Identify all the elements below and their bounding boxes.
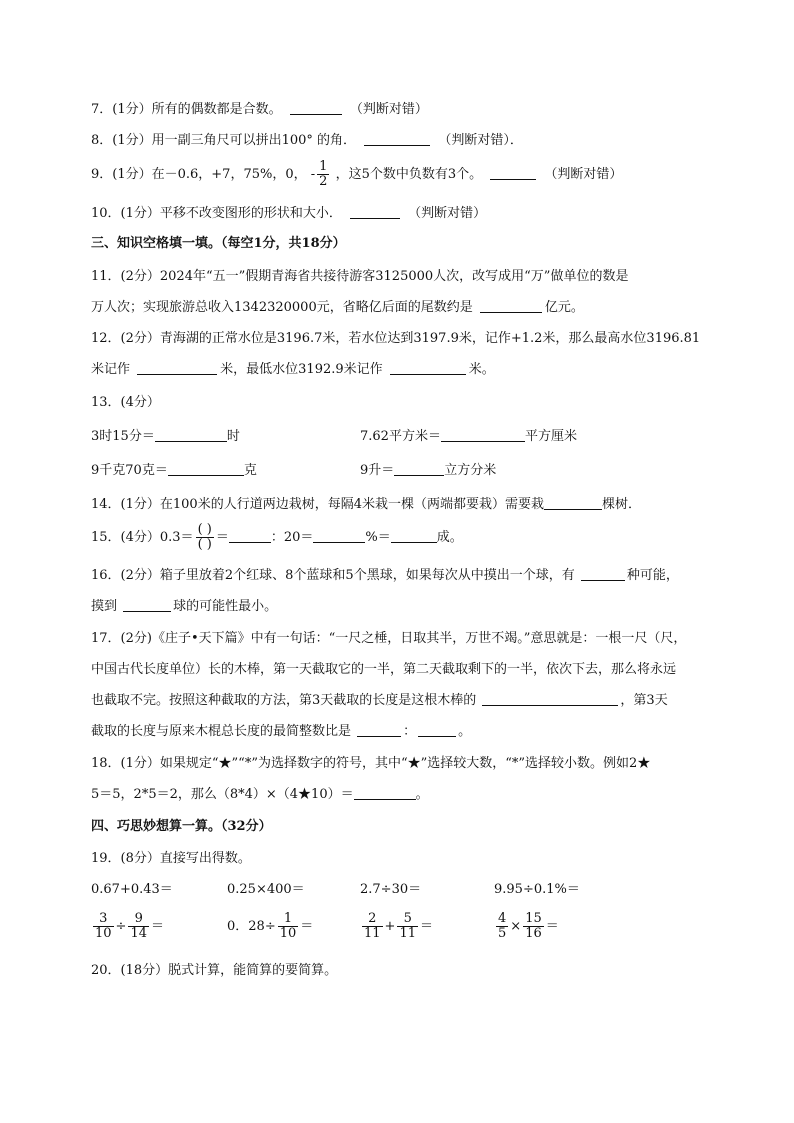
q13-c-text: 9千克70克＝	[91, 463, 168, 478]
calc-item-7	[360, 912, 433, 941]
q13-item-a	[91, 428, 240, 446]
q13-d-text: 9升＝	[360, 463, 395, 478]
question-11-line2	[91, 299, 584, 317]
calc-item-1: 0.67+0.43＝	[91, 882, 173, 897]
ratio-text: ：20＝	[270, 530, 314, 545]
question-8-text: 8．(1分）用一副三角尺可以拼出100° 的角．	[91, 133, 357, 148]
calc-item-3: 2.7÷30＝	[360, 882, 422, 897]
answer-blank[interactable]	[480, 299, 542, 313]
q17-end: 。	[458, 724, 472, 739]
denominator: 5	[498, 926, 507, 941]
fraction	[523, 912, 544, 941]
question-9-text-2: ，这5个数中负数有3个。	[335, 167, 483, 182]
q13-a-unit: 时	[226, 429, 240, 444]
q18-end: 。	[415, 787, 429, 802]
answer-blank[interactable]	[364, 132, 430, 146]
judge-hint: （判断对错）．	[438, 133, 523, 148]
q17-text: 也截取不完。按照这种截取的方法，第3天截取的长度是这根木棒的	[91, 693, 477, 708]
calc-item-6	[227, 912, 313, 941]
judge-hint: （判断对错）	[349, 102, 428, 117]
calc-item-2: 0.25×400＝	[227, 882, 305, 897]
equals: ＝	[545, 919, 559, 934]
question-9-text: 9．(1分）在－0.6，+7，75%，0，	[91, 167, 307, 182]
operator: ×	[510, 919, 522, 934]
q17-text-2: ，第3天	[620, 693, 668, 708]
numerator: ( )	[197, 522, 212, 537]
numerator: 2	[362, 912, 383, 927]
question-10	[91, 205, 486, 223]
question-17-line4	[91, 723, 471, 741]
denominator: 10	[279, 926, 297, 941]
question-16-line1	[91, 567, 679, 585]
fraction-blank[interactable]	[196, 523, 214, 552]
answer-blank[interactable]	[390, 361, 466, 375]
denominator: 2	[319, 174, 328, 189]
answer-blank[interactable]	[357, 723, 401, 737]
section-4-heading: 四、巧思妙想算一算。（32分）	[91, 819, 272, 834]
answer-blank[interactable]	[123, 598, 171, 612]
q13-d-unit: 立方分米	[444, 463, 497, 478]
fraction	[128, 912, 149, 941]
denominator: 11	[399, 926, 416, 941]
denominator: 11	[364, 926, 381, 941]
question-17-line1: 17．(2分)《庄子•天下篇》中有一句话：“一尺之棰，日取其半，万世不竭。”意思就是：一根一尺（尺，	[91, 631, 687, 646]
question-10-text: 10．(1分）平移不改变图形的形状和大小．	[91, 206, 342, 221]
fraction	[362, 912, 383, 941]
q13-b-unit: 平方厘米	[524, 429, 577, 444]
question-17-line3	[91, 692, 668, 710]
question-12-line1: 12．(2分）青海湖的正常水位是3196.7米，若水位达到3197.9米，记作+1.2米，那么最高水位3196.81	[91, 331, 701, 346]
q16-text-4: 球的可能性最小。	[173, 599, 278, 614]
question-20: 20．(18分）脱式计算，能简算的要简算。	[91, 963, 338, 978]
q12-text-2: 米，最低水位3192.9米记作	[220, 362, 383, 377]
denominator: 14	[130, 926, 147, 941]
q16-text-2: 种可能，	[626, 568, 679, 583]
q11-text: 万人次；实现旅游总收入1342320000元，省略亿后面的尾数约是	[91, 300, 473, 315]
q16-text-3: 摸到	[91, 599, 118, 614]
answer-blank[interactable]	[544, 496, 602, 510]
numerator: 1	[278, 912, 299, 927]
numerator: 15	[525, 911, 542, 926]
judge-hint: （判断对错）	[544, 167, 623, 182]
q12-unit: 米。	[468, 362, 495, 377]
fraction	[317, 160, 329, 189]
fraction	[278, 912, 299, 941]
q13-b-text: 7.62平方米＝	[360, 429, 441, 444]
answer-blank[interactable]	[168, 462, 244, 476]
calc-item-4: 9.95÷0.1%＝	[494, 882, 580, 897]
answer-blank[interactable]	[350, 205, 400, 219]
fraction	[397, 912, 418, 941]
q18-text: 5＝5，2*5＝2，那么（8*4）×（4★10）＝	[91, 787, 354, 802]
calc-item-8	[494, 912, 559, 941]
q11-unit: 亿元。	[544, 300, 584, 315]
q13-a-text: 3时15分＝	[91, 429, 155, 444]
q17-text-3: 截取的长度与原来木棍总长度的最简整数比是	[91, 724, 352, 739]
question-17-line2: 中国古代长度单位）长的木棒，第一天截取它的一半，第二天截取剩下的一半，依次下去，那么将永远	[91, 662, 677, 677]
answer-blank[interactable]	[441, 428, 525, 442]
answer-blank[interactable]	[394, 462, 444, 476]
question-12-line2	[91, 361, 495, 379]
q13-item-b	[360, 428, 577, 446]
operator: +	[384, 919, 396, 934]
percent-text: %＝	[365, 530, 391, 545]
judge-hint: （判断对错）	[408, 206, 487, 221]
numerator: 5	[397, 912, 418, 927]
equals: ＝	[151, 919, 165, 934]
answer-blank[interactable]	[290, 101, 342, 115]
numerator: 1	[319, 159, 328, 174]
answer-blank[interactable]	[313, 529, 365, 543]
answer-blank[interactable]	[229, 529, 271, 543]
answer-blank[interactable]	[391, 529, 437, 543]
answer-blank[interactable]	[137, 361, 217, 375]
answer-blank[interactable]	[354, 786, 416, 800]
calc-prefix: 0．28÷	[227, 919, 276, 934]
q13-c-unit: 克	[243, 463, 257, 478]
question-9	[91, 158, 622, 192]
fraction	[93, 912, 114, 941]
fraction	[496, 912, 508, 941]
denominator: ( )	[197, 537, 212, 552]
q17-colon: ：	[403, 724, 417, 739]
answer-blank[interactable]	[418, 723, 456, 737]
answer-blank[interactable]	[155, 428, 227, 442]
calc-item-5	[91, 912, 164, 941]
question-14	[91, 496, 641, 514]
question-13-title: 13．(4分）	[91, 395, 160, 410]
equals: ＝	[215, 530, 229, 545]
q16-text: 16．(2分）箱子里放着2个红球、8个蓝球和5个黑球，如果每次从中摸出一个球，有	[91, 568, 575, 583]
q14-unit: 棵树．	[601, 497, 641, 512]
denominator: 16	[525, 926, 542, 941]
denominator: 10	[95, 926, 112, 941]
numerator: 4	[498, 911, 507, 926]
answer-blank[interactable]	[490, 166, 536, 180]
cheng-text: 成。	[436, 530, 463, 545]
question-15	[91, 520, 463, 556]
question-18-line2	[91, 786, 429, 804]
question-11-line1: 11．(2分）2024年“五一”假期青海省共接待游客3125000人次，改写成用“万”做单位的数是	[91, 269, 629, 284]
q13-item-d	[360, 462, 496, 480]
answer-blank[interactable]	[581, 567, 625, 581]
q13-item-c	[91, 462, 257, 480]
minus-sign: -	[310, 167, 316, 182]
equals: ＝	[420, 919, 434, 934]
question-16-line2	[91, 598, 277, 616]
numerator: 3	[93, 912, 114, 927]
section-3-heading: 三、知识空格填一填。（每空1分，共18分）	[91, 236, 346, 251]
question-7	[91, 101, 428, 119]
q15-text: 15．(4分）0.3＝	[91, 530, 194, 545]
q12-text: 米记作	[91, 362, 131, 377]
q14-text: 14．(1分）在100米的人行道两边栽树，每隔4米栽一棵（两端都要栽）需要栽	[91, 497, 544, 512]
numerator: 9	[128, 912, 149, 927]
question-7-text: 7．(1分）所有的偶数都是合数。	[91, 102, 282, 117]
question-8	[91, 132, 523, 150]
question-18-line1: 18．(1分）如果规定“★”“*”为选择数字的符号，其中“★”选择较大数，“*”选择较小数。例如2★	[91, 756, 651, 771]
equals: ＝	[300, 919, 314, 934]
operator: ÷	[115, 919, 127, 934]
answer-blank[interactable]	[482, 692, 618, 706]
question-19-title: 19．(8分）直接写出得数。	[91, 851, 251, 866]
